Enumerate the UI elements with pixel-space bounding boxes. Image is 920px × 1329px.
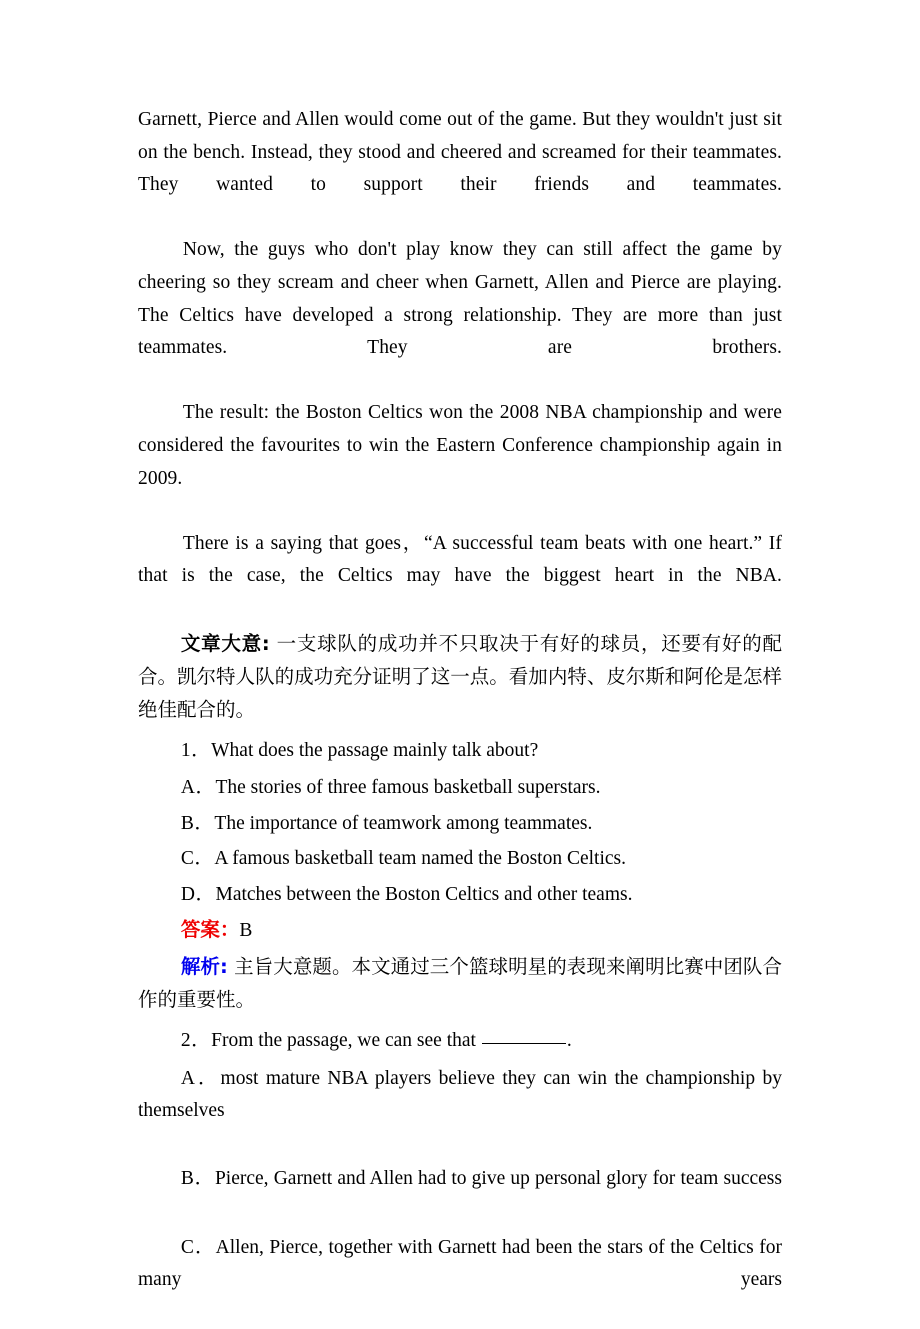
question-2-option-a-label: A． bbox=[180, 1067, 221, 1089]
question-1-stem bbox=[138, 735, 782, 768]
question-1-stem-text: What does the passage mainly talk about? bbox=[211, 739, 539, 761]
question-2-option-c[interactable] bbox=[138, 1232, 782, 1329]
passage-body bbox=[138, 104, 782, 626]
question-2-option-c-label: C． bbox=[180, 1236, 216, 1258]
answer-label: 答案： bbox=[180, 918, 240, 942]
question-1-number: 1． bbox=[180, 739, 212, 761]
question-2-number: 2． bbox=[180, 1030, 212, 1052]
question-1-option-c-label: C． bbox=[180, 848, 215, 870]
question-1-option-a[interactable] bbox=[138, 772, 782, 805]
analysis-label: 解析: bbox=[180, 955, 228, 979]
question-1-option-c-text: A famous basketball team named the Boston Celtics. bbox=[214, 848, 626, 870]
question-1-option-a-label: A． bbox=[180, 777, 216, 799]
answer-value: B bbox=[239, 920, 253, 942]
passage-paragraph-4: There is a saying that goes，“A successful team beats with one heart.” If that is the case, the Celtics may have the biggest heart in the NBA. bbox=[138, 532, 782, 587]
question-1 bbox=[138, 735, 782, 1017]
question-1-option-b-text: The importance of teamwork among teammates. bbox=[214, 812, 593, 834]
document-page bbox=[138, 104, 782, 1329]
question-2-option-b[interactable] bbox=[138, 1163, 782, 1228]
question-2 bbox=[138, 1025, 782, 1329]
passage-paragraph-2: Now, the guys who don't play know they can still affect the game by cheering so they scream and cheer when Garnett, Allen and Pierce are playing. The Celtics have developed a strong relationship. They are more than just teammates. They are brothers. bbox=[138, 239, 782, 359]
question-2-option-a[interactable] bbox=[138, 1063, 782, 1161]
question-2-option-b-label: B． bbox=[180, 1168, 215, 1190]
passage-summary bbox=[138, 627, 782, 726]
question-2-stem bbox=[138, 1025, 782, 1058]
question-2-answer-blank[interactable] bbox=[482, 1043, 566, 1044]
question-1-answer bbox=[138, 914, 782, 948]
question-2-option-a-text: most mature NBA players believe they can win the championship by themselves bbox=[138, 1067, 782, 1122]
question-1-option-d[interactable] bbox=[138, 879, 782, 912]
question-1-option-c[interactable] bbox=[138, 843, 782, 876]
question-2-stem-text-after: . bbox=[566, 1030, 572, 1052]
question-2-stem-text-before: From the passage, we can see that bbox=[211, 1030, 481, 1052]
question-1-option-d-text: Matches between the Boston Celtics and other teams. bbox=[215, 883, 633, 905]
question-1-option-d-label: D． bbox=[180, 883, 216, 905]
question-1-option-a-text: The stories of three famous basketball superstars. bbox=[215, 777, 601, 799]
question-1-analysis bbox=[138, 950, 782, 1016]
question-1-option-b-label: B． bbox=[180, 812, 215, 834]
question-2-option-b-text: Pierce, Garnett and Allen had to give up personal glory for team success bbox=[214, 1168, 782, 1190]
analysis-text: 主旨大意题。本文通过三个篮球明星的表现来阐明比赛中团队合作的重要性。 bbox=[138, 955, 782, 1012]
passage-paragraph-1: Garnett, Pierce and Allen would come out of the game. But they wouldn't just sit on the bench. Instead, they stood and cheered and screamed for their teammates. They wanted to support their friends and teammates. bbox=[138, 109, 782, 196]
question-1-option-b[interactable] bbox=[138, 808, 782, 841]
question-2-option-c-text: Allen, Pierce, together with Garnett had been the stars of the Celtics for many years bbox=[138, 1236, 782, 1291]
summary-label: 文章大意: bbox=[180, 631, 270, 655]
passage-paragraph-3: The result: the Boston Celtics won the 2008 NBA championship and were considered the favourites to win the Eastern Conference championship again in 2009. bbox=[138, 402, 782, 489]
summary-text: 一支球队的成功并不只取决于有好的球员，还要有好的配合。凯尔特人队的成功充分证明了这一点。看加内特、皮尔斯和阿伦是怎样绝佳配合的。 bbox=[138, 631, 782, 721]
